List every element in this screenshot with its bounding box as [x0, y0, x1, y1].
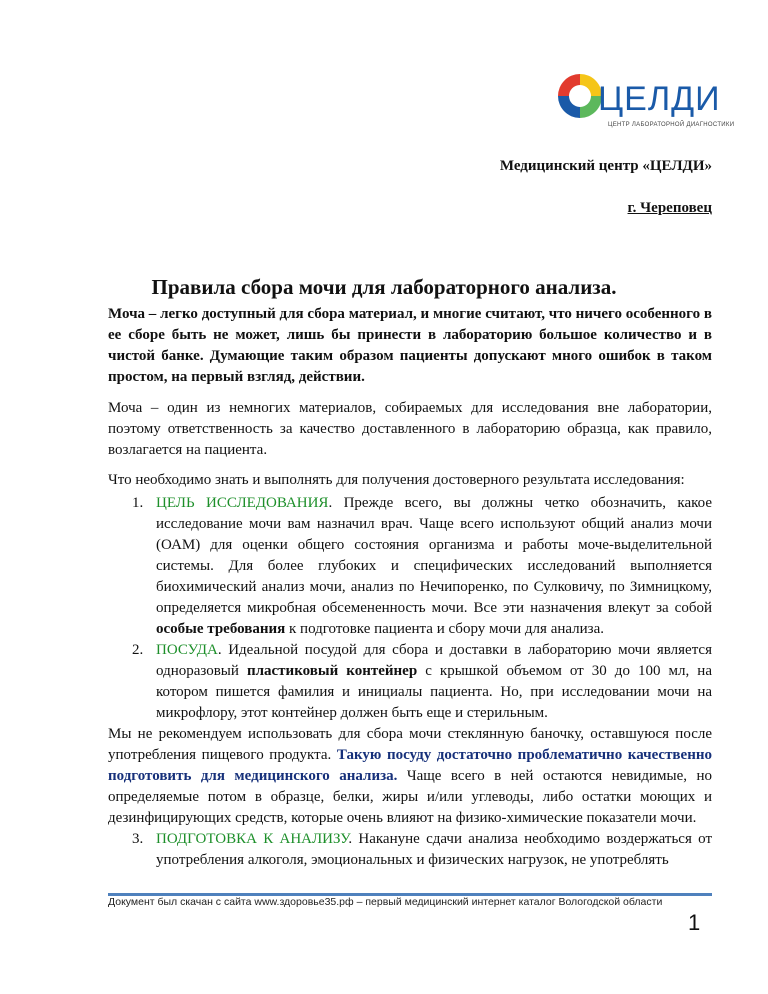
item-text: к подготовке пациента и сбору мочи для анализа. [285, 621, 605, 637]
middle-text: Мы не рекомендуем использовать для сбора мочи стеклянную баночку, оставшуюся после употребления пищевого продукта. [108, 726, 712, 763]
footer-text: Документ был скачан с сайта www.здоровье35.рф – первый медицинский интернет каталог Вологодской области [108, 896, 663, 908]
city-name: г. Череповец [627, 200, 712, 216]
rules-list [108, 493, 712, 871]
item-bold: пластиковый контейнер [246, 663, 418, 679]
logo-subtitle: ЦЕНТР ЛАБОРАТОРНОЙ ДИАГНОСТИКИ [608, 122, 735, 128]
item-bold: особые требования [156, 621, 286, 637]
item-text: с крышкой объемом от 30 до 100 мл, на котором пишется фамилия и инициалы пациента. Но, при исследовании мочи на микрофлору, этот контейнер должен быть еще и стерильным. [156, 663, 712, 721]
item-heading: ПОДГОТОВКА К АНАЛИЗУ [156, 831, 349, 847]
celdi-logo [552, 66, 735, 136]
item-text: . Идеальной посудой для сбора и доставки в лабораторию мочи является одноразовый [156, 642, 712, 679]
middle-paragraph [108, 724, 712, 829]
center-name: Медицинский центр «ЦЕЛДИ» [499, 158, 712, 174]
list-item [108, 493, 712, 640]
intro-paragraph: Моча – легко доступный для сбора материал, и многие считают, что ничего особенного в ее сборе быть не может, лишь бы принести в лабораторию большое количество и в чистой банке. Думающие таким образом пациенты допускают много ошибок в таком простом, на первый взгляд, действии. [108, 306, 712, 385]
logo-name: ЦЕЛДИ [598, 80, 721, 118]
list-item [108, 640, 712, 724]
item-number: 3. [132, 831, 144, 847]
page-title: Правила сбора мочи для лабораторного анализа. [151, 275, 617, 299]
logo-circle-icon [556, 72, 604, 120]
item-heading: ПОСУДА [156, 642, 218, 658]
item-heading: ЦЕЛЬ ИССЛЕДОВАНИЯ [156, 495, 329, 511]
list-item [108, 829, 712, 871]
paragraph-2: Моча – один из немногих материалов, собираемых для исследования вне лаборатории, поэтому ответственность за качество доставленного в лабораторию образца, как правило, возлагается на пациента. [108, 400, 712, 458]
item-number: 1. [132, 495, 144, 511]
paragraph-3: Что необходимо знать и выполнять для получения достоверного результата исследования: [108, 472, 685, 488]
page-number: 1 [688, 910, 701, 935]
item-text: . Прежде всего, вы должны четко обозначить, какое исследование мочи вам назначил врач. Чаще всего используют общий анализ мочи (ОАМ) для оценки общего состояния организма и работы моче-выделительной системы. Для более глубоких и специфических исследований выполняется биохимический анализ мочи, анализ по Нечипоренко, по Сулковичу, по Зимницкому, определяется микробная обсемененность мочи. Все эти назначения влекут за собой [156, 495, 712, 616]
item-number: 2. [132, 642, 144, 658]
middle-text: Чаще всего в ней остаются невидимые, но определяемые потом в образце, белки, жиры и/или углеводы, либо остатки моющих и дезинфицирующих средств, которые очень влияют на физико-химические показатели мочи. [108, 768, 713, 826]
middle-highlight: Такую посуду достаточно проблематично качественно подготовить для медицинского анализа. [108, 747, 712, 784]
item-text: . Накануне сдачи анализа необходимо воздержаться от употребления алкоголя, эмоциональных и физических нагрузок, не употреблять [156, 831, 712, 868]
